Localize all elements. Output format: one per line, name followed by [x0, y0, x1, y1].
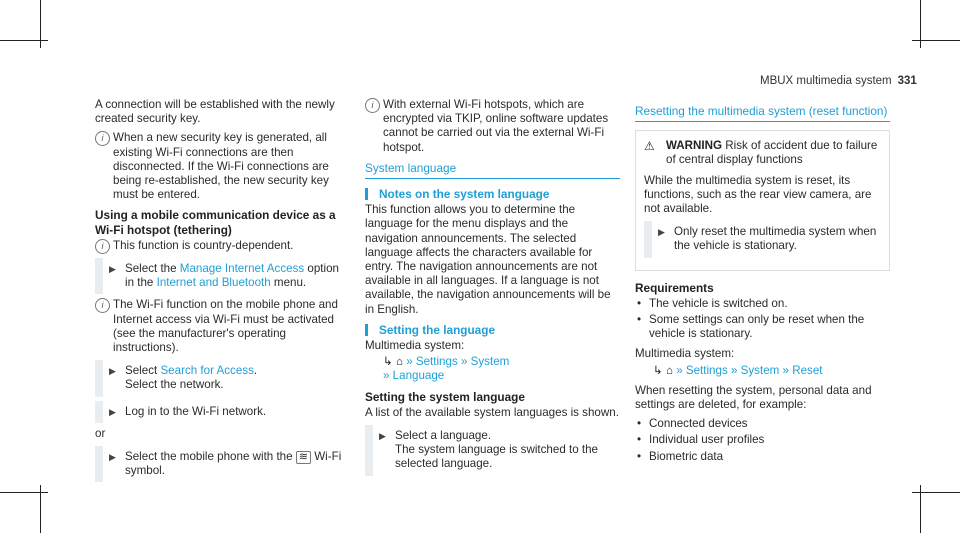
- subheading: Notes on the system language: [365, 187, 620, 201]
- step-arrow-icon: ▶: [109, 406, 116, 417]
- section-heading: Setting the system language: [365, 389, 525, 404]
- paragraph: Multimedia system:: [635, 347, 735, 361]
- paragraph: A list of the available system languages is shown.: [365, 405, 619, 419]
- page-header: [760, 75, 917, 87]
- step-arrow-icon: ▶: [109, 366, 116, 377]
- warning-icon: ⚠: [644, 139, 655, 154]
- note: i With external Wi-Fi hotspots, which are encrypted via TKIP, online software updates cannot be carried out via the external Wi-Fi hotspot.: [365, 98, 620, 155]
- home-icon: ⌂: [665, 363, 673, 377]
- crop-mark: [0, 492, 48, 493]
- note: i The Wi-Fi function on the mobile phone and Internet access via Wi-Fi must be activated (see the manufacturer's operating instructions).: [95, 298, 345, 355]
- paragraph: Multimedia system:: [365, 339, 465, 353]
- list-item: • Individual user profiles: [635, 433, 890, 447]
- list-item: • Biometric data: [635, 450, 890, 464]
- section-heading: Requirements: [635, 280, 714, 295]
- crop-mark: [0, 40, 48, 41]
- page-number: 331: [897, 75, 917, 87]
- step-arrow-icon: ▶: [109, 264, 116, 275]
- step: ▶ Select Search for Access. Select the network.: [95, 360, 345, 396]
- info-icon: i: [95, 131, 110, 146]
- list-item: • Some settings can only be reset when the vehicle is stationary.: [635, 313, 890, 341]
- return-arrow-icon: ↳: [653, 363, 663, 377]
- menu-link: Internet and Bluetooth: [156, 276, 271, 290]
- list-item: • Connected devices: [635, 417, 890, 431]
- paragraph: While the multimedia system is reset, its functions, such as the rear view camera, are not available.: [644, 173, 872, 216]
- note: i This function is country-dependent.: [95, 239, 345, 253]
- menu-path: ↳ ⌂ » Settings » System » Reset: [653, 363, 823, 377]
- crop-mark: [912, 40, 960, 41]
- info-icon: i: [95, 298, 110, 313]
- info-icon: i: [95, 239, 110, 254]
- info-icon: i: [365, 98, 380, 113]
- step: ▶ Select the mobile phone with the ≋ Wi-Fi symbol.: [95, 446, 345, 482]
- step: ▶ Select the Manage Internet Access option in the Internet and Bluetooth menu.: [95, 258, 345, 294]
- section-heading: Using a mobile communication device as a Wi-Fi hotspot (tethering): [95, 208, 336, 237]
- section-title: Resetting the multimedia system (reset function): [635, 104, 890, 122]
- step: ▶ Only reset the multimedia system when the vehicle is stationary.: [644, 221, 881, 257]
- home-icon: ⌂: [395, 355, 403, 369]
- menu-path: ↳ ⌂ » Settings » System » Language: [383, 355, 510, 383]
- paragraph: When resetting the system, personal data and settings are deleted, for example:: [635, 383, 872, 412]
- note: i When a new security key is generated, all existing Wi-Fi connections are then disconnected. If the Wi-Fi connections are being re-established, the new security key must be entered.: [95, 131, 345, 202]
- return-arrow-icon: ↳: [383, 355, 393, 369]
- column-3: [635, 98, 890, 466]
- section-title: System language: [365, 161, 620, 179]
- wifi-icon: ≋: [296, 451, 311, 464]
- column-2: [365, 98, 620, 480]
- step-arrow-icon: ▶: [109, 452, 116, 463]
- crop-mark: [912, 492, 960, 493]
- step: ▶ Select a language. The system language is switched to the selected language.: [365, 425, 620, 476]
- step-arrow-icon: ▶: [658, 227, 665, 238]
- warning-title: ⚠ WARNING Risk of accident due to failure of central display functions: [644, 139, 878, 167]
- column-1: [95, 98, 345, 486]
- menu-link: Manage Internet Access: [179, 262, 305, 276]
- list-item: • The vehicle is switched on.: [635, 297, 890, 311]
- menu-link: Search for Access: [160, 364, 254, 378]
- subheading: Setting the language: [365, 323, 620, 337]
- paragraph: This function allows you to determine the language for the menu displays and the navigation announcements. The selected language affects the characters available for entry. The navigation announcements are not available in all languages. If a language is not available, the navigation announcements will be in English.: [365, 203, 611, 316]
- or-text: or: [95, 426, 106, 440]
- warning-box: [635, 130, 890, 270]
- step-arrow-icon: ▶: [379, 431, 386, 442]
- step: ▶ Log in to the Wi-Fi network.: [95, 401, 345, 423]
- header-title: MBUX multimedia system: [760, 75, 892, 87]
- paragraph: A connection will be established with the newly created security key.: [95, 98, 335, 126]
